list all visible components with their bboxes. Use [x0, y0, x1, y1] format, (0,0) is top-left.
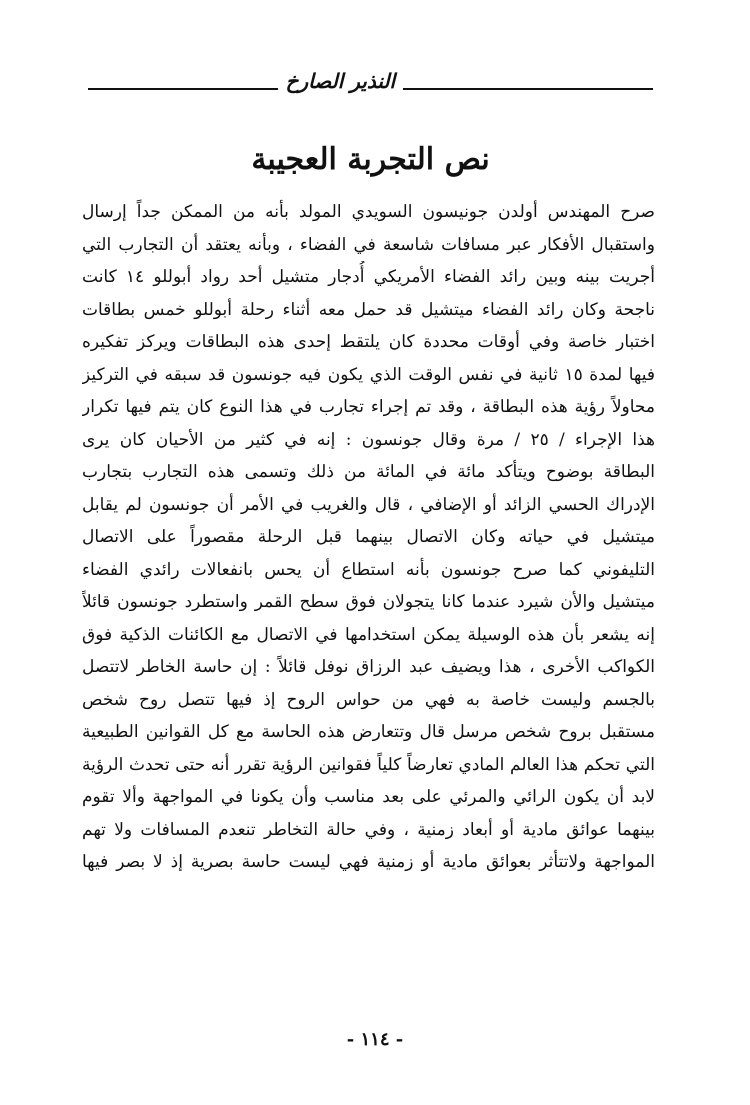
- body-line: فيها لمدة ١٥ ثانية في نفس الوقت الذي يكون فيه جونسون قد سبقه في التركيز: [82, 364, 655, 385]
- body-line: أجريت بينه وبين رائد الفضاء الأمريكي أُدجار متشيل أحد رواد أبوللو ١٤ كانت: [82, 267, 655, 287]
- page-number: - ١١٤ -: [346, 1029, 404, 1050]
- body-line: المواجهة ولاتتأثر بعوائق مادية أو زمنية فهي ليست حاسة بصرية إذ لا بصر فيها: [82, 852, 655, 872]
- section-title: نص التجربة العجيبة: [251, 142, 490, 177]
- running-title: النذير الصارخ: [278, 66, 403, 96]
- body-line: التي تحكم هذا العالم المادي تعارضاً كلياً فقوانين الرؤية تقرر أنه حتى تحدث الرؤية: [82, 754, 655, 775]
- body-line: واستقبال الأفكار عبر مسافات شاسعة في الفضاء ، وبأنه يعتقد أن التجارب التي: [82, 234, 655, 255]
- body-line: بينهما عوائق مادية أو أبعاد زمنية ، وفي حالة التخاطر تنعدم المسافات ولا تهم: [82, 819, 655, 840]
- body-line: ناجحة وكان رائد الفضاء ميتشيل قد حمل معه أثناء رحلة أبوللو خمس بطاقات: [82, 299, 655, 320]
- body-line: مستقبل بروح شخص مرسل قال وتتعارض هذه الحاسة مع كل القوانين الطبيعية: [82, 722, 655, 742]
- body-line: إنه يشعر بأن هذه الوسيلة يمكن استخدامها في الاتصال مع الكائنات الذكية فوق: [82, 624, 655, 645]
- body-line: بالجسم وليست خاصة به فهي من حواس الروح إذ فيها تتصل روح شخص: [82, 689, 655, 710]
- body-line: محاولاً رؤية هذه البطاقة ، وقد تم إجراء تجارب في هذا النوع كان يتم فيها تكرار: [82, 397, 655, 417]
- body-line: التليفوني كما صرح جونسون بأنه استطاع أن يحس بانفعالات رائدي الفضاء: [82, 559, 655, 580]
- body-text: [82, 196, 655, 879]
- body-line: ميتشيل والأن شيرد عندما كانا يتجولان فوق سطح القمر واستطرد جونسون قائلاً: [82, 592, 655, 612]
- body-line: هذا الإجراء / ٢٥ / مرة وقال جونسون : إنه في كثير من الأحيان كان يرى: [82, 429, 655, 450]
- body-line: ميتشيل في حياته وكان الاتصال بينهما قبل الرحلة مقصوراً على الاتصال: [82, 527, 655, 547]
- body-line: صرح المهندس أولدن جونيسون السويدي المولد بأنه من الممكن جداً إرسال: [82, 202, 655, 222]
- running-header: [88, 62, 653, 96]
- body-line: البطاقة بوضوح ويتأكد مائة في المائة من ذلك وتسمى هذه التجارب بتجارب: [82, 462, 655, 482]
- body-line: الكواكب الأخرى ، هذا ويضيف عبد الرزاق نوفل قائلاً : إن حاسة الخاطر لاتتصل: [82, 657, 655, 677]
- body-line: لابد أن يكون الرائي والمرئي على بعد مناسب وأن يكونا في المواجهة وألا تقوم: [82, 787, 655, 807]
- body-line: الإدراك الحسي الزائد أو الإضافي ، قال والغريب في الأمر أن جونسون لم يقابل: [82, 494, 655, 515]
- body-line: اختبار خاصة وفي أوقات محددة كان يلتقط إحدى هذه البطاقات ويركز تفكيره: [82, 332, 655, 352]
